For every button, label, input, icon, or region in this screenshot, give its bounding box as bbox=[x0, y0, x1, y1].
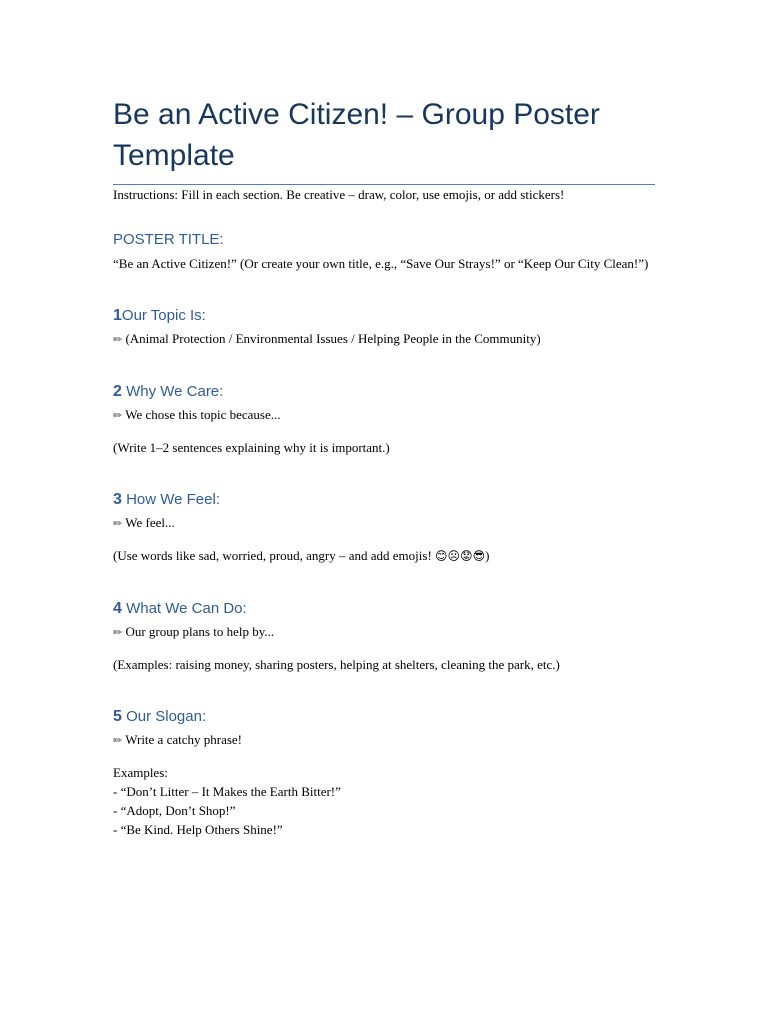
section-how-we-feel bbox=[113, 490, 655, 566]
section-heading-label: What We Can Do: bbox=[126, 600, 247, 617]
feel-prompt-text bbox=[113, 513, 655, 533]
section-number: 5 bbox=[113, 708, 122, 725]
slogan-prompt-label: Write a catchy phrase! bbox=[125, 732, 243, 747]
care-prompt-label: We chose this topic because... bbox=[125, 407, 281, 422]
section-heading bbox=[113, 490, 655, 510]
pencil-icon: ✏ bbox=[113, 333, 123, 346]
section-heading-label: Our Slogan: bbox=[126, 708, 207, 725]
list-item: - “Don’t Litter – It Makes the Earth Bitter!” bbox=[113, 784, 341, 799]
instructions-text: Instructions: Fill in each section. Be creative – draw, color, use emojis, or add stickers! bbox=[113, 187, 565, 202]
care-hint-text: (Write 1–2 sentences explaining why it is important.) bbox=[113, 440, 390, 455]
do-prompt-text bbox=[113, 622, 655, 642]
section-heading bbox=[113, 306, 655, 326]
topic-options-text bbox=[113, 329, 655, 349]
do-hint-text: (Examples: raising money, sharing posters, helping at shelters, cleaning the park, etc.) bbox=[113, 657, 560, 672]
section-heading bbox=[113, 599, 655, 619]
slogan-prompt-text bbox=[113, 730, 655, 750]
section-number: 1 bbox=[113, 307, 122, 324]
section-heading-label: How We Feel: bbox=[126, 491, 220, 508]
document-page bbox=[113, 94, 655, 839]
pencil-icon: ✏ bbox=[113, 626, 123, 639]
document-title: Be an Active Citizen! – Group Poster Template bbox=[113, 94, 655, 185]
list-item: - “Be Kind. Help Others Shine!” bbox=[113, 822, 283, 837]
pencil-icon: ✏ bbox=[113, 734, 123, 747]
section-heading-label: Our Topic Is: bbox=[121, 307, 206, 324]
slogan-examples bbox=[113, 763, 655, 839]
feel-hint-label: (Use words like sad, worried, proud, angry – and add emojis! bbox=[113, 548, 432, 563]
section-topic bbox=[113, 306, 655, 349]
topic-options-label: (Animal Protection / Environmental Issues / Helping People in the Community) bbox=[125, 331, 541, 346]
section-heading-label: Why We Care: bbox=[126, 383, 224, 400]
feel-prompt-label: We feel... bbox=[125, 515, 175, 530]
section-heading-label: POSTER TITLE: bbox=[113, 231, 224, 248]
section-number: 2 bbox=[113, 383, 122, 400]
section-our-slogan bbox=[113, 707, 655, 839]
feel-hint-text bbox=[113, 546, 655, 566]
section-number: 4 bbox=[113, 600, 122, 617]
section-heading bbox=[113, 707, 655, 727]
section-heading bbox=[113, 230, 655, 250]
poster-title-text: “Be an Active Citizen!” (Or create your own title, e.g., “Save Our Strays!” or “Keep Our City Clean!”) bbox=[113, 256, 649, 271]
pencil-icon: ✏ bbox=[113, 409, 123, 422]
list-item: - “Adopt, Don’t Shop!” bbox=[113, 803, 236, 818]
section-what-we-can-do bbox=[113, 599, 655, 674]
pencil-icon: ✏ bbox=[113, 517, 123, 530]
examples-label: Examples: bbox=[113, 765, 168, 780]
feel-hint-close: ) bbox=[485, 548, 490, 563]
emoji-faces-icon: 😊☹😟😎 bbox=[435, 549, 486, 563]
section-why-we-care bbox=[113, 382, 655, 457]
section-number: 3 bbox=[113, 491, 122, 508]
section-poster-title bbox=[113, 230, 655, 273]
do-prompt-label: Our group plans to help by... bbox=[125, 624, 275, 639]
care-prompt-text bbox=[113, 405, 655, 425]
section-heading bbox=[113, 382, 655, 402]
